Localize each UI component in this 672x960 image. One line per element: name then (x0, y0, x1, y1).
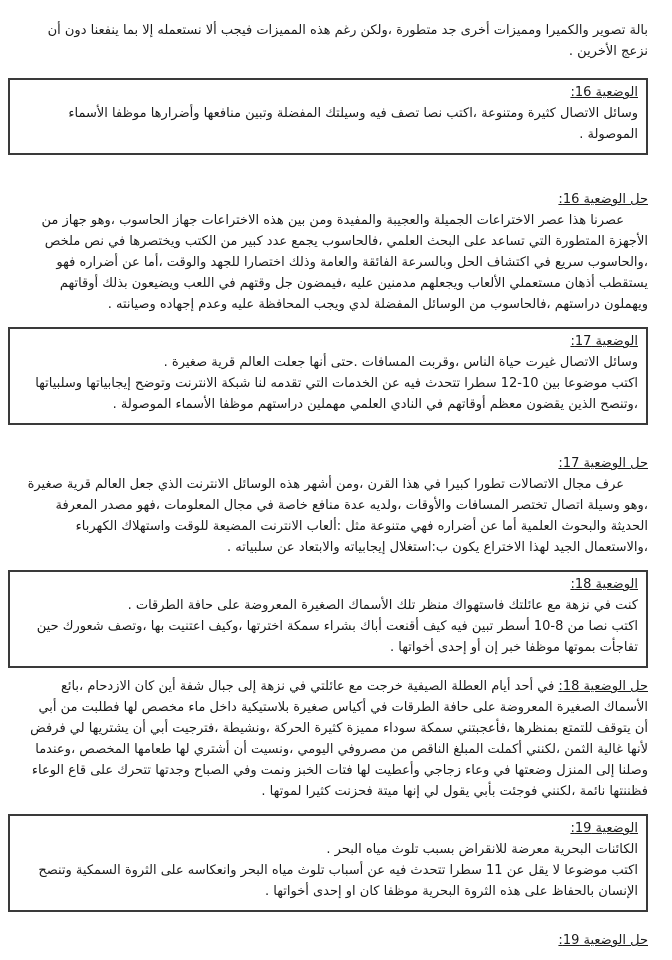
solution-17-body: عرف مجال الاتصالات تطورا كبيرا في هذا القرن ،ومن أشهر هذه الوسائل الانترنت الذي جعل العالم قرية صغيرة ،وهو وسيلة اتصال تختصر المسافات والأوقات ،ولديه عدة منافع خاصة في مجال المعلومات ،فهو مصدر المعرفة الحديثة والبحوث العلمية أما عن أضراره فهي متنوعة مثل :ألعاب الانترنت المضيعة للوقت واستهلاك الكهرباء ،والاستعمال الجيد لهذا الاختراع يكون ب:استغلال إيجابياته والابتعاد عن سلبياته . (27, 477, 648, 555)
solution-18-paragraph (25, 676, 648, 802)
situation-19-line1: الكائنات البحرية معرضة للانقراض بسبب تلوث مياه البحر . (326, 842, 638, 857)
solution-18-body: في أحد أيام العطلة الصيفية خرجت مع عائلتي في نزهة إلى جبال شفة أين كان الازدحام ،بائع الأسماك الصغيرة المعروضة على حافة الطرقات في أكياس صغيرة بلاستيكية داخل ماء مخصص لها فطلبت من أبي أن يتوقف للتمتع بمنظرها ،فأعجبتني سمكة سوداء مميزة كثيرة الحركة ،ونشيطة ،فترجيت أبي أن يشتريها لي فرفض لأنها غالية الثمن ،لكنني أكملت المبلغ الناقص من مصروفي اليومي ،ونسيت أن أشتري لها طعامها المخصص ،وعندما وصلنا إلى المنزل وضعتها في وعاء زجاجي وأعطيت لها فتات الخبز ونمت وفي الصباح وجدتها تتحرك على قاع الوعاء فظننتها نائمة ،لكنني فوجئت بأبي يقول لي إنها ميتة فحزنت كثيرا لموتها . (30, 679, 648, 799)
situation-18-line2: اكتب نصا من 8-10 أسطر تبين فيه كيف أقنعت أباك بشراء سمكة اخترتها ،وكيف اعتنيت بها ،وتصف شعورك حين تفاجأت بموتها موظفا خبر إن أو إحدى أخواتها . (36, 619, 638, 655)
situation-19-title: الوضعية 19: (570, 821, 638, 836)
situation-19-box (8, 814, 648, 912)
situation-19-line2: اكتب موضوعا لا يقل عن 11 سطرا تتحدث فيه عن أسباب تلوث مياه البحر وانعكاسه على الثروة السمكية وتنصح الإنسان بالحفاظ على هذه الثروة البحرية موظفا كان او إحدى أخواتها . (38, 863, 638, 899)
situation-17-box (8, 327, 648, 425)
situation-18-line1: كنت في نزهة مع عائلتك فاستهواك منظر تلك الأسماك الصغيرة المعروضة على حافة الطرقات . (127, 598, 638, 613)
situation-16-body: وسائل الاتصال كثيرة ومتنوعة ،اكتب نصا تصف فيه وسيلتك المفضلة وتبين منافعها وأضرارها موظفا الأسماء الموصولة . (68, 106, 638, 142)
situation-18-title: الوضعية 18: (570, 577, 638, 592)
intro-paragraph: بالة تصوير والكميرا ومميزات أخرى جد متطورة ،ولكن رغم هذه المميزات فيجب ألا نستعمله إلا بما ينفعنا دون أن نزعج الأخرين . (47, 23, 648, 59)
situation-17-line1: وسائل الاتصال غيرت حياة الناس ،وقربت المسافات .حتى أنها جعلت العالم قرية صغيرة . (163, 355, 638, 370)
situation-17-title: الوضعية 17: (570, 334, 638, 349)
solution-16-body: عصرنا هذا عصر الاختراعات الجميلة والعجيبة والمفيدة ومن بين هذه الاختراعات جهاز الحاسوب ،وهو جهاز من الأجهزة المتطورة التي تساعد على البحث العلمي ،فالحاسوب يجمع عدد كبير من الكتب ويختصرها في نص ملخص ،والحاسوب سريع في اكتشاف الحل وبالسرعة الفائقة والعامة وذلك اختصارا للجهد والوقت ،أما عن أضراره فهو يستقطب أذهان مستعملي الألعاب ويجعلهم مدمنين عليه ،فيمضون جل وقتهم في اللعب ويضيعون بذلك أوقاتهم ويهملون دراستهم ،فالحاسوب من الوسائل المفضلة لدي ويجب المحافظة عليه وعدم إجهاده وصيانته . (41, 213, 648, 312)
situation-16-box (8, 78, 648, 155)
situation-16-title: الوضعية 16: (570, 85, 638, 100)
situation-18-box (8, 570, 648, 668)
solution-17-heading: حل الوضعية 17: (558, 456, 648, 471)
solution-18-heading: حل الوضعية 18: (558, 679, 648, 694)
situation-17-line2: اكتب موضوعا بين 10-12 سطرا تتحدث فيه عن الخدمات التي تقدمه لنا شبكة الانترنت وتوضح إيجابياتها وسلبياتها ،وتنصح الذين يقضون معظم أوقاتهم في النادي العلمي مهملين دراستهم موظفا الأسماء الموصولة . (35, 376, 638, 412)
solution-16-heading: حل الوضعية 16: (558, 192, 648, 207)
solution-19-heading: حل الوضعية 19: (558, 933, 648, 948)
